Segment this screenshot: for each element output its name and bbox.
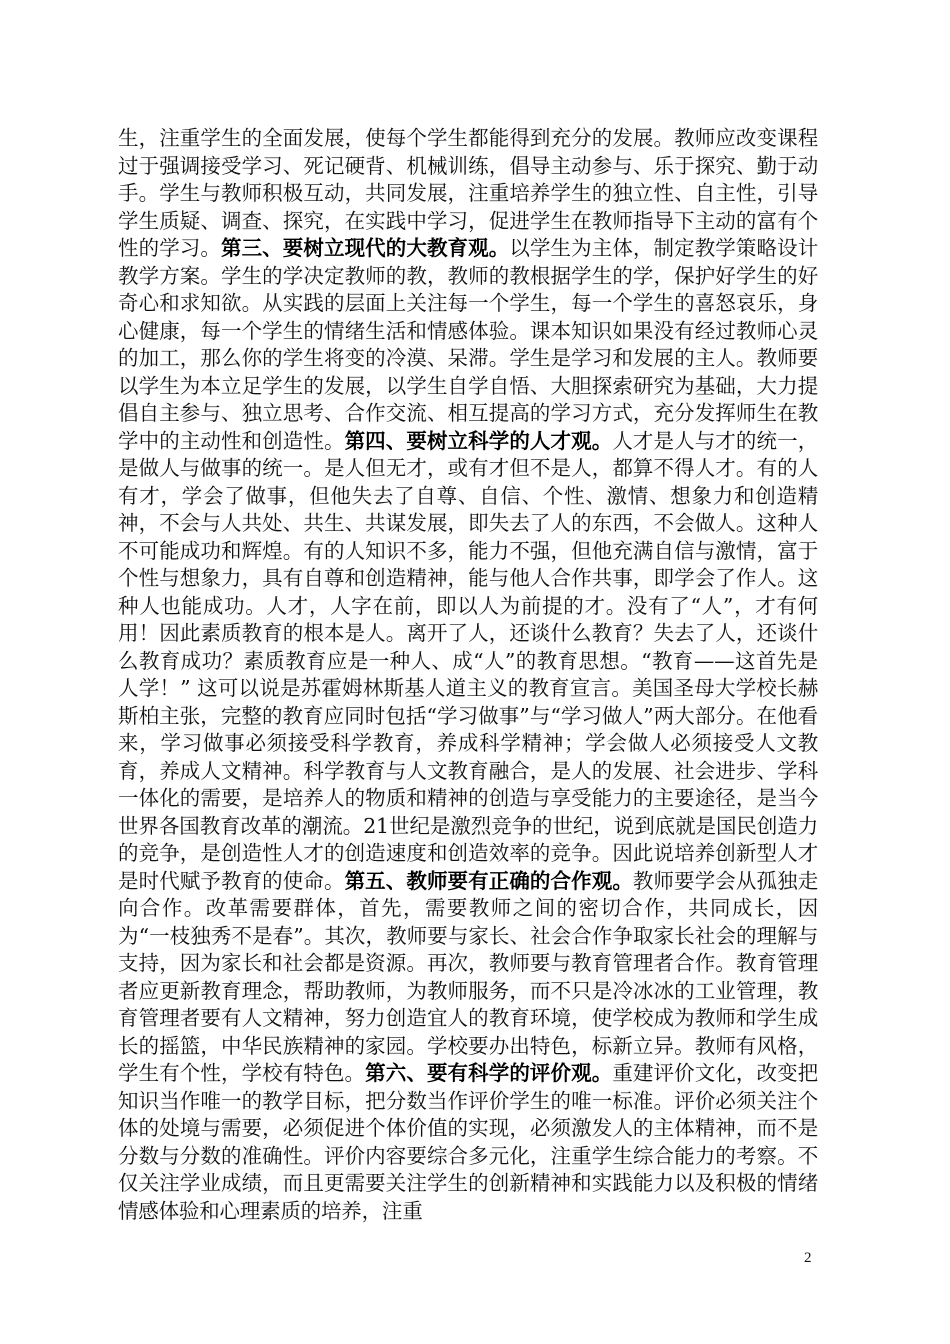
page-number: 2	[804, 1250, 812, 1266]
text-segment: 生，注重学生的全面发展，使每个学生都能得到充分的发展。教师应改变课程过于强调接受学习、死记硬背、机械训练，倡导主动参与、乐于探究、勤于动手。学生与教师积极互动，共同发展，注重培养学生的独立性、自主性，引导学生质疑、调查、探究，在实践中学习，促进学生在教师指导下主动的富有个性的学习。	[118, 126, 818, 260]
text-segment: 教师要学会从孤独走向合作。改革需要群体，首先，需要教师之间的密切合作，共同成长，因为“一枝独秀不是春”。其次，教师要与家长、社会合作争取家长社会的理解与支持，因为家长和社会都是资源。再次，教师要与教育管理者合作。教育管理者应更新教育理念，帮助教师，为教师服务，而不只是冷冰冰的工业管理，教育管理者要有人文精神，努力创造宜人的教育环境，使学校成为教师和学生成长的摇篮，中华民族精神的家园。学校要办出特色，标新立异。教师有风格，学生有个性，学校有特色。	[118, 868, 818, 1085]
text-segment: 人才是人与才的统一，是做人与做事的统一。是人但无才，或有才但不是人，都算不得人才。有的人有才，学会了做事，但他失去了自尊、自信、个性、激情、想象力和创造精神，不会与人共处、共生、共谋发展，即失去了人的东西，不会做人。这种人不可能成功和辉煌。有的人知识不多，能力不强，但他充满自信与激情，富于个性与想象力，具有自尊和创造精神，能与他人合作共事，即学会了作人。这种人也能成功。人才，人字在前，即以人为前提的才。没有了“人”，才有何用！因此素质教育的根本是人。离开了人，还谈什么教育？失去了人，还谈什么教育成功？素质教育应是一种人、成“人”的教育思想。“教育——这首先是人学！” 这可以说是苏霍姆林斯基人道主义的教育宣言。美国圣母大学校长赫斯柏主张，完整的教育应同时包括“学习做事”与“学习做人”两大部分。在他看来，学习做事必须接受科学教育，养成科学精神；学会做人必须接受人文教育，养成人文精神。科学教育与人文教育融合，是人的发展、社会进步、学科一体化的需要，是培养人的物质和精神的创造与享受能力的主要途径，是当今世界各国教育改革的潮流。21世纪是激烈竞争的世纪，说到底就是国民创造力的竞争，是创造性人才的创造速度和创造效率的竞争。因此说培养创新型人才是时代赋予教育的使命。	[118, 428, 818, 893]
text-segment: 重建评价文化，改变把知识当作唯一的教学目标，把分数当作评价学生的唯一标准。评价必须关注个体的处境与需要，必须促进个体价值的实现，必须激发人的主体精神，而不是分数与分数的准确性。评价内容要综合多元化，注重学生综合能力的考察。不仅关注学业成绩，而且更需要关注学生的创新精神和实践能力以及积极的情绪情感体验和心理素质的培养，注重	[118, 1061, 818, 1223]
section-heading-3: 第三、要树立现代的大教育观。	[220, 236, 510, 260]
section-heading-4: 第四、要树立科学的人才观。	[344, 428, 613, 453]
text-segment: 以学生为主体，制定教学策略设计教学方案。学生的学决定教师的教，教师的教根据学生的学，保护好学生的好奇心和求知欲。从实践的层面上关注每一个学生，每一个学生的喜怒哀乐，身心健康，每一个学生的情绪生活和情感体验。课本知识如果没有经过教师心灵的加工，那么你的学生将变的冷漠、呆滞。学生是学习和发展的主人。教师要以学生为本立足学生的发展，以学生自学自悟、大胆探索研究为基础，大力提倡自主参与、独立思考、合作交流、相互提高的学习方式，充分发挥师生在教学中的主动性和创造性。	[118, 236, 818, 453]
body-paragraph	[118, 125, 818, 1225]
section-heading-5: 第五、教师要有正确的合作观。	[344, 868, 633, 893]
section-heading-6: 第六、要有科学的评价观。	[365, 1061, 613, 1085]
